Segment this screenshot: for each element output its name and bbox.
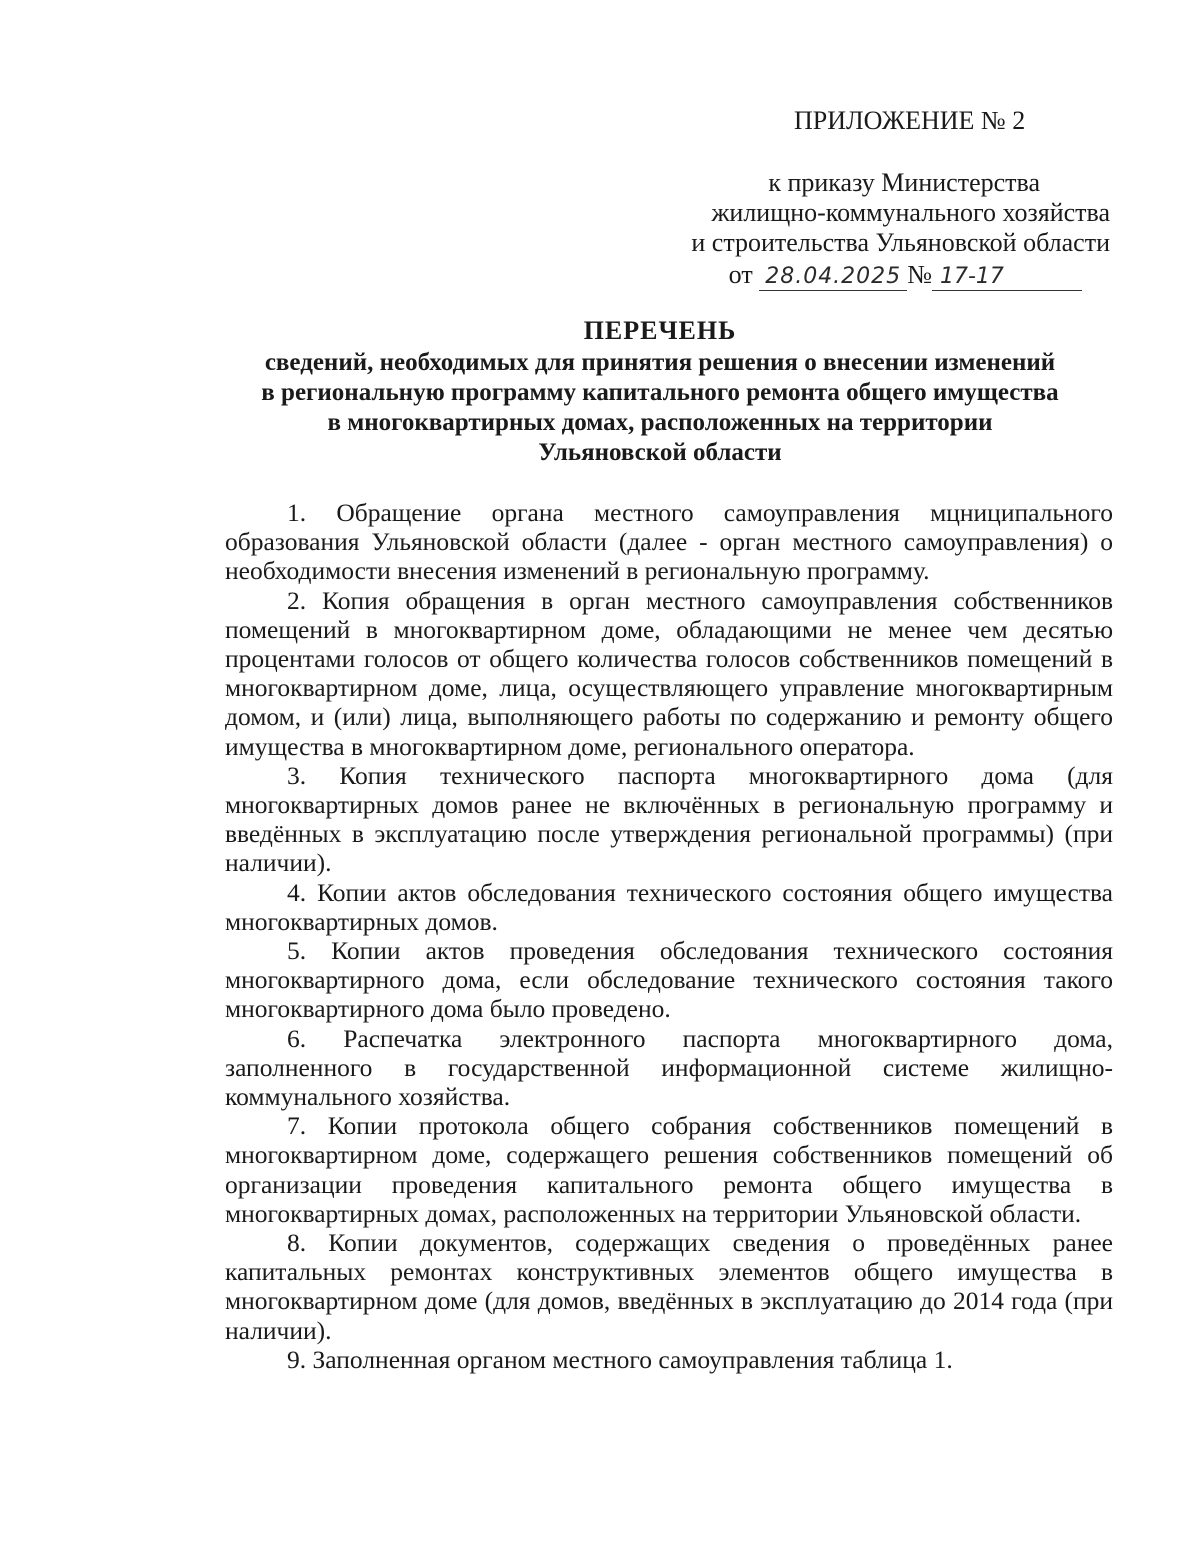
- order-date-number: [691, 260, 1082, 291]
- handwritten-date: 28.04.2025: [759, 264, 907, 291]
- date-prefix: от: [728, 260, 753, 289]
- list-item: 2. Копия обращения в орган местного самоуправления собственников помещений в многоквартирном доме, обладающими не менее чем десятью процентами голосов от общего количества голосов собственников помещений в многоквартирном доме, лица, осуществляющего управление многоквартирным домом, и (или) лица, выполняющего работы по содержанию и ремонту общего имущества в многоквартирном доме, регионального оператора.: [225, 585, 1113, 761]
- heading-line: в многоквартирных домах, расположенных на территории: [327, 409, 993, 436]
- appendix-title: ПРИЛОЖЕНИЕ № 2: [794, 106, 1026, 135]
- addressee-line: и строительства Ульяновской области: [691, 228, 1110, 257]
- list-item: 3. Копия технического паспорта многоквартирного дома (для многоквартирных домов ранее не включённых в региональную программу и введённых в эксплуатацию после утверждения региональной программы) (при наличии).: [225, 760, 1113, 878]
- list-item: 9. Заполненная органом местного самоуправления таблица 1.: [287, 1344, 953, 1374]
- number-prefix: №: [907, 260, 932, 289]
- list-item: 7. Копии протокола общего собрания собственников помещений в многоквартирном доме, содержащего решения собственников помещений об организации проведения капитального ремонта общего имущества в многоквартирных домах, расположенных на территории Ульяновской области.: [225, 1111, 1113, 1228]
- heading-line: сведений, необходимых для принятия решения о внесении изменений: [264, 349, 1056, 376]
- handwritten-number: 17-17: [932, 264, 1082, 291]
- requirements-list: [225, 498, 1113, 1374]
- list-item: 6. Распечатка электронного паспорта многоквартирного дома, заполненного в государственной информационной системе жилищно-коммунального хозяйства.: [225, 1023, 1113, 1112]
- heading-line: Ульяновской области: [538, 439, 782, 466]
- addressee-line: жилищно-коммунального хозяйства: [711, 198, 1110, 227]
- addressee-block: [691, 168, 1110, 291]
- list-item: 5. Копии актов проведения обследования технического состояния многоквартирного дома, если обследование технического состояния такого многоквартирного дома было проведено.: [225, 936, 1113, 1024]
- list-item: 1. Обращение органа местного самоуправления мцниципального образования Ульяновской области (далее - орган местного самоуправления) о необходимости внесения изменений в региональную программу.: [225, 498, 1113, 586]
- addressee-line: к приказу Министерства: [768, 168, 1040, 197]
- list-item: 4. Копии актов обследования технического состояния общего имущества многоквартирных домов.: [225, 877, 1113, 936]
- heading-line: в региональную программу капитального ремонта общего имущества: [261, 379, 1059, 406]
- document-heading: [160, 316, 1160, 468]
- heading-main: ПЕРЕЧЕНЬ: [583, 316, 737, 345]
- list-item: 8. Копии документов, содержащих сведения о проведённых ранее капитальных ремонтах конструктивных элементов общего имущества в многоквартирном доме (для домов, введённых в эксплуатацию до 2014 года (при наличии).: [225, 1228, 1113, 1345]
